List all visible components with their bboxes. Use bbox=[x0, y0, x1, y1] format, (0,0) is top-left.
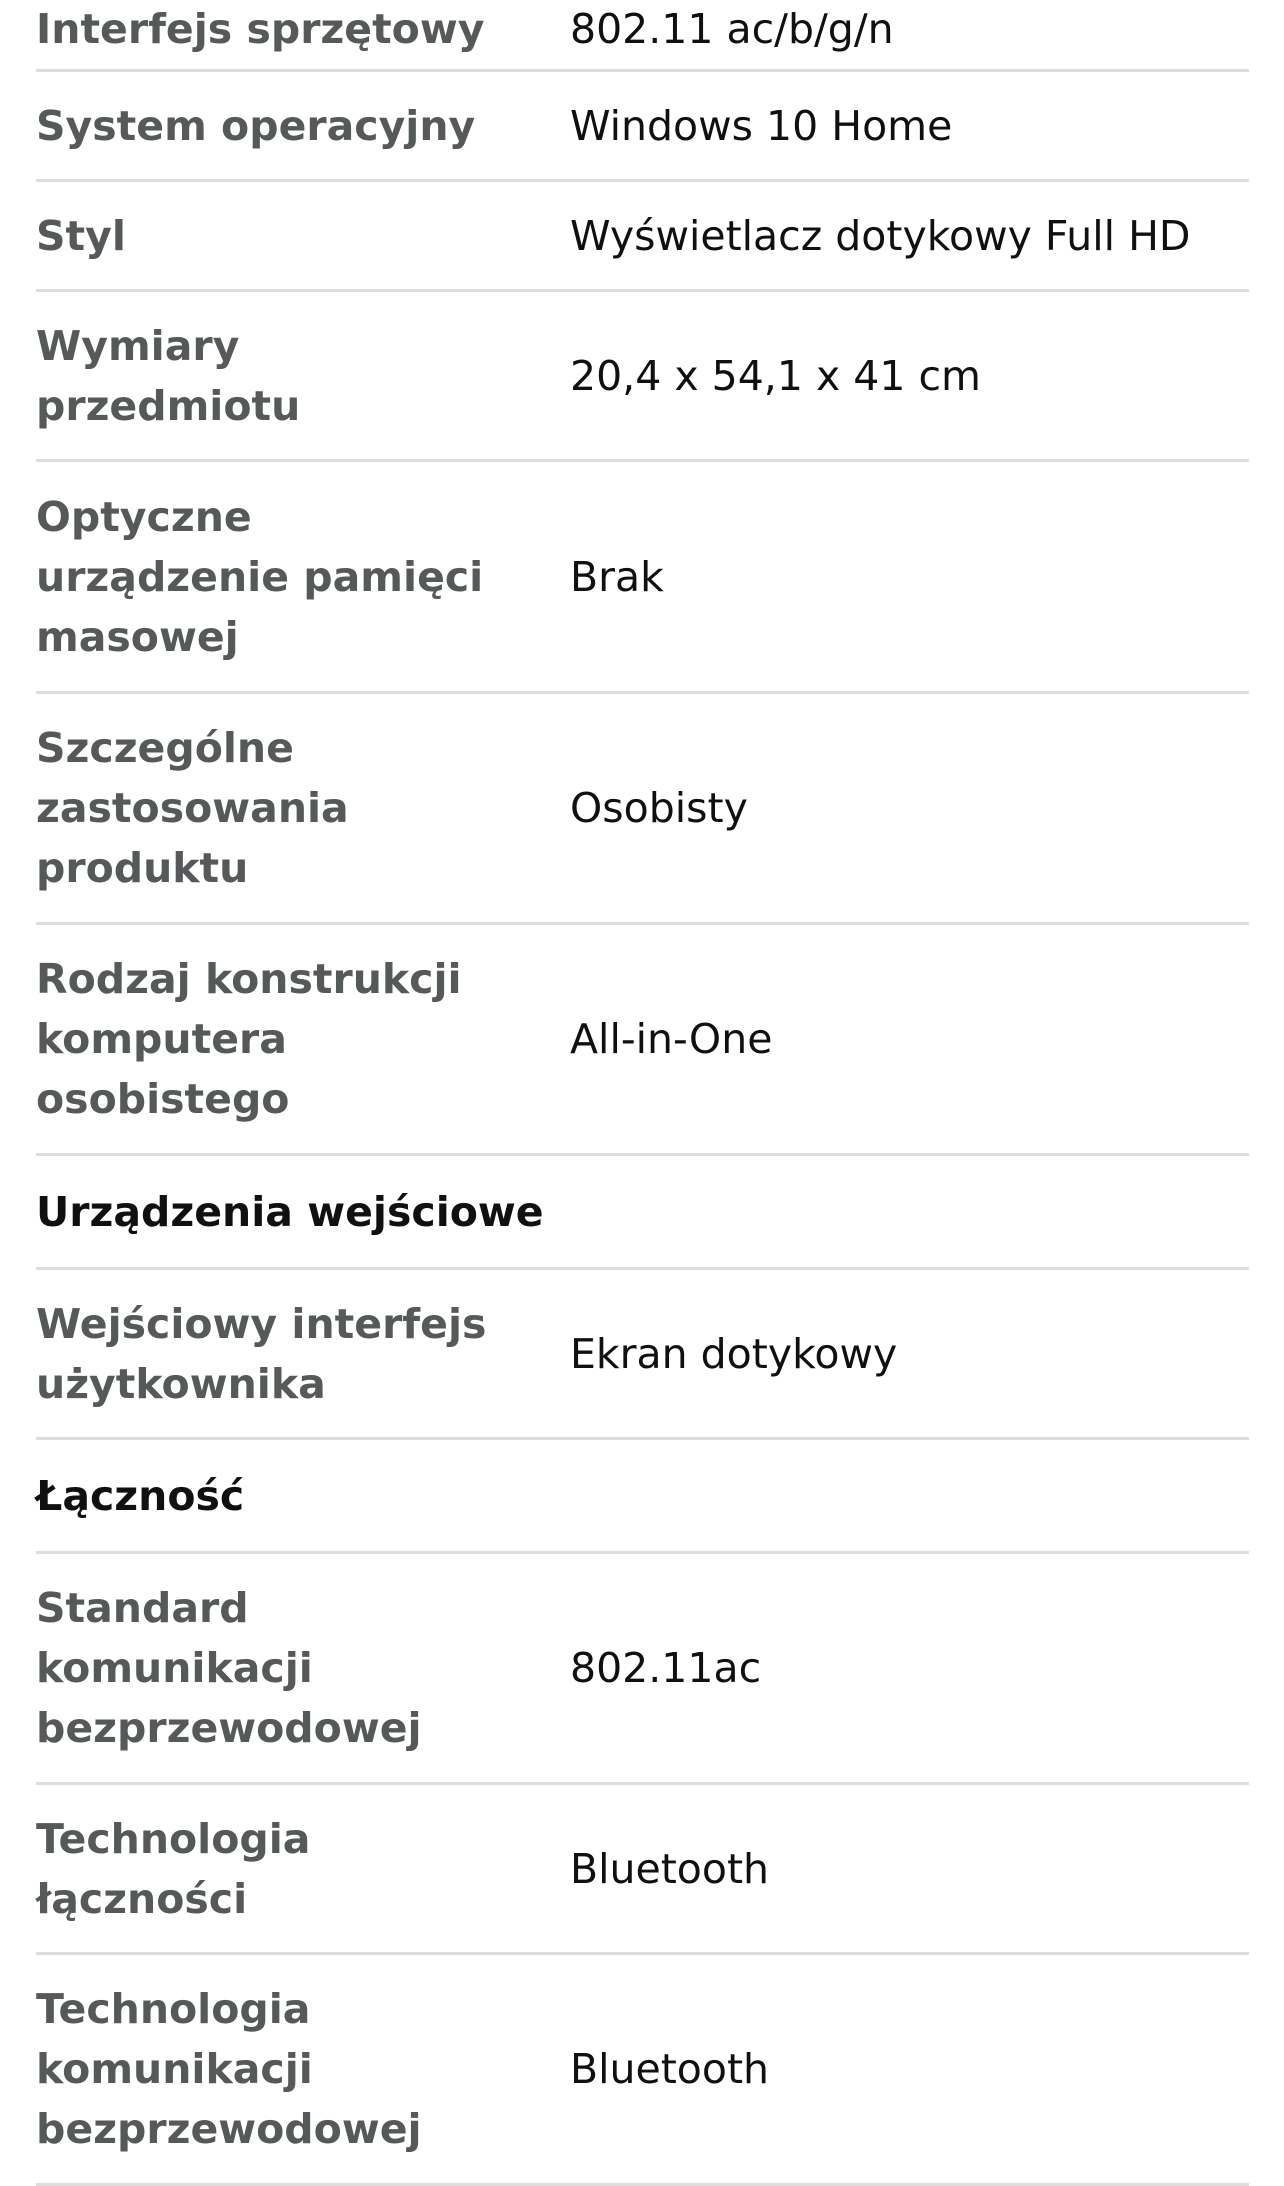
spec-value: Bluetooth bbox=[570, 1844, 770, 1893]
spec-row-connectivity-technology bbox=[36, 1785, 1249, 1955]
spec-row-user-input-interface bbox=[36, 1270, 1249, 1440]
spec-row-style bbox=[36, 182, 1249, 292]
spec-value: Osobisty bbox=[570, 784, 748, 832]
section-title: Łączność bbox=[36, 1471, 245, 1520]
spec-value: 20,4 x 54,1 x 41 cm bbox=[570, 351, 981, 400]
spec-row-hardware-interface bbox=[36, 0, 1249, 72]
spec-key: Technologia łączności bbox=[36, 1814, 311, 1923]
spec-key: Styl bbox=[36, 211, 126, 260]
spec-key: Wymiary przedmiotu bbox=[36, 321, 301, 430]
spec-key: Standard komunikacji bezprzewodowej bbox=[36, 1584, 422, 1752]
spec-key: Interfejs sprzętowy bbox=[36, 4, 485, 53]
spec-row-specific-uses bbox=[36, 694, 1249, 925]
spec-value: All-in-One bbox=[570, 1015, 773, 1063]
spec-row-item-dimensions bbox=[36, 292, 1249, 462]
spec-value: Bluetooth bbox=[570, 2045, 770, 2093]
spec-row-wireless-standard bbox=[36, 1554, 1249, 1785]
section-title: Urządzenia wejściowe bbox=[36, 1187, 544, 1236]
spec-value: Ekran dotykowy bbox=[570, 1329, 898, 1378]
spec-value: 802.11ac bbox=[570, 1644, 762, 1692]
spec-row-optical-storage bbox=[36, 462, 1249, 694]
spec-row-operating-system bbox=[36, 72, 1249, 182]
spec-key: Technologia komunikacji bezprzewodowej bbox=[36, 1985, 422, 2153]
spec-key: System operacyjny bbox=[36, 101, 476, 150]
section-heading-connectivity bbox=[36, 1440, 1249, 1554]
spec-key: Rodzaj konstrukcji komputera osobistego bbox=[36, 955, 462, 1123]
spec-value: Brak bbox=[570, 552, 664, 601]
product-specs-table bbox=[36, 0, 1249, 2186]
spec-value: 802.11 ac/b/g/n bbox=[570, 4, 894, 53]
spec-key: Optyczne urządzenie pamięci masowej bbox=[36, 492, 484, 661]
spec-row-pc-form-factor bbox=[36, 925, 1249, 1156]
spec-row-wireless-technology bbox=[36, 1955, 1249, 2186]
spec-key: Wejściowy interfejs użytkownika bbox=[36, 1299, 487, 1408]
spec-value: Wyświetlacz dotykowy Full HD bbox=[570, 211, 1191, 260]
section-heading-input-devices bbox=[36, 1156, 1249, 1270]
spec-key: Szczególne zastosowania produktu bbox=[36, 724, 349, 892]
spec-value: Windows 10 Home bbox=[570, 101, 953, 150]
